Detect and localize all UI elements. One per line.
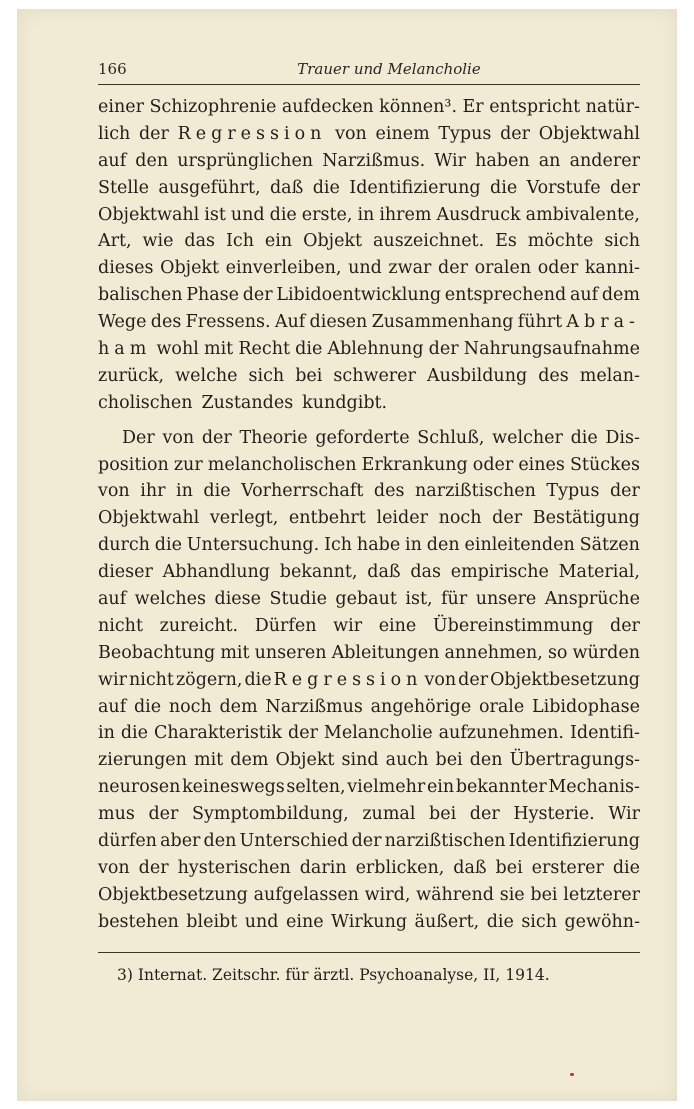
word: ein bbox=[264, 231, 293, 252]
word: dieses bbox=[98, 258, 154, 279]
word: entsprechend bbox=[444, 285, 567, 306]
word: sich bbox=[521, 911, 557, 932]
word: entbehrt bbox=[288, 508, 366, 529]
word: erste, bbox=[301, 204, 353, 225]
word: anderer bbox=[569, 150, 640, 171]
word: des bbox=[150, 312, 182, 333]
word: Ich bbox=[324, 535, 353, 556]
word: der bbox=[148, 804, 179, 825]
word: Ausbildung bbox=[426, 365, 528, 386]
word: sich bbox=[604, 231, 640, 252]
word: balischen bbox=[98, 285, 183, 306]
word: auch bbox=[385, 750, 429, 771]
header-rule bbox=[98, 84, 640, 85]
word: leider bbox=[376, 508, 428, 529]
word: des bbox=[538, 365, 569, 386]
word: nicht bbox=[128, 669, 174, 690]
word: aufgelassen bbox=[253, 884, 359, 905]
word: bei bbox=[495, 857, 523, 878]
word: welche bbox=[175, 365, 238, 386]
word: letzterer bbox=[563, 884, 640, 905]
text-line bbox=[98, 336, 640, 363]
word: noch bbox=[168, 696, 212, 717]
word: bekannt, bbox=[279, 562, 358, 583]
word: würden bbox=[572, 642, 640, 663]
text-line bbox=[98, 390, 640, 417]
word: Stückes bbox=[569, 454, 640, 475]
word: der bbox=[201, 427, 232, 448]
word: bleibt bbox=[186, 911, 238, 932]
word: während bbox=[416, 884, 494, 905]
word: diesen bbox=[309, 312, 368, 333]
word: Schizophrenie bbox=[149, 97, 277, 117]
word: bekannter bbox=[455, 777, 547, 798]
word: Regression bbox=[177, 123, 327, 144]
word: bei bbox=[295, 365, 323, 386]
word: bei bbox=[435, 750, 463, 771]
text-line bbox=[98, 613, 640, 640]
word: Identifi- bbox=[569, 723, 640, 744]
word: Wir bbox=[608, 804, 640, 825]
word: die bbox=[570, 427, 598, 448]
word: der bbox=[458, 669, 489, 690]
word: dem bbox=[601, 285, 640, 306]
word: neurosen bbox=[98, 777, 181, 798]
word: aber bbox=[160, 831, 201, 852]
word: erblicken, bbox=[355, 857, 445, 878]
word: sie bbox=[499, 884, 525, 905]
word: den bbox=[203, 831, 237, 852]
word: Er bbox=[462, 97, 484, 117]
word: wir bbox=[333, 615, 363, 636]
word: gewöhn- bbox=[564, 911, 640, 932]
word: Charakteristik bbox=[153, 723, 283, 744]
word: wie bbox=[142, 231, 174, 252]
word: Erkrankung bbox=[361, 454, 468, 475]
word: cholischen bbox=[98, 392, 193, 413]
running-header bbox=[98, 52, 640, 80]
word: einverleiben, bbox=[225, 258, 342, 279]
word: Dürfen bbox=[254, 615, 317, 636]
word: bei bbox=[429, 804, 457, 825]
text-line bbox=[98, 228, 640, 255]
word: der bbox=[610, 615, 640, 636]
word: aufzunehmen. bbox=[438, 723, 564, 744]
word: der bbox=[500, 123, 530, 144]
footnote: 3) Internat. Zeitschr. für ärztl. Psychoanalyse, II, 1914. bbox=[117, 966, 550, 984]
word: Regression bbox=[273, 669, 423, 690]
word: Art, bbox=[98, 231, 132, 252]
word: diese bbox=[214, 589, 261, 610]
word: zureicht. bbox=[159, 615, 239, 636]
word: auf bbox=[98, 150, 127, 171]
word: und bbox=[348, 258, 382, 279]
word: mus bbox=[98, 804, 135, 825]
word: der bbox=[428, 339, 459, 360]
footnote-rule bbox=[98, 952, 640, 953]
word: der bbox=[138, 123, 169, 144]
word: dürfen bbox=[98, 831, 157, 852]
word: von bbox=[424, 669, 457, 690]
word: mit bbox=[193, 750, 224, 771]
word: Narzißmus. bbox=[322, 150, 426, 171]
word: eine bbox=[285, 911, 324, 932]
word: dem bbox=[219, 696, 258, 717]
word: Melancholie bbox=[323, 723, 433, 744]
text-line bbox=[98, 121, 640, 148]
word: Vorherrschaft bbox=[241, 481, 364, 502]
word: Der bbox=[122, 427, 155, 448]
text-line bbox=[98, 640, 640, 667]
word: Objektwahl bbox=[98, 508, 200, 529]
word: Recht bbox=[238, 339, 290, 360]
word: schwerer bbox=[333, 365, 416, 386]
word: so bbox=[547, 642, 568, 663]
word: gebaut bbox=[335, 589, 397, 610]
word: Übertragungs- bbox=[509, 750, 640, 771]
word: Phase bbox=[186, 285, 240, 306]
word: Narzißmus bbox=[265, 696, 363, 717]
word: lich bbox=[98, 123, 131, 144]
word: Objekt bbox=[303, 231, 363, 252]
text-line bbox=[98, 909, 640, 936]
word: Objektwahl bbox=[98, 204, 200, 225]
word: für bbox=[441, 589, 468, 610]
word: wird, bbox=[364, 884, 411, 905]
ink-speck bbox=[570, 1073, 574, 1076]
word: Mechanis- bbox=[548, 777, 640, 798]
word: in bbox=[176, 481, 193, 502]
word: sind bbox=[341, 750, 379, 771]
word: Sätzen bbox=[579, 535, 640, 556]
word: und bbox=[230, 204, 265, 225]
word: vielmehr bbox=[347, 777, 426, 798]
word: mit bbox=[220, 642, 250, 663]
word: bei bbox=[530, 884, 558, 905]
word: in bbox=[357, 204, 375, 225]
word: des bbox=[373, 481, 405, 502]
word: zögern, bbox=[175, 669, 243, 690]
word: selten, bbox=[286, 777, 346, 798]
word: annehmen, bbox=[444, 642, 543, 663]
word: geforderte bbox=[315, 427, 410, 448]
word: Dis- bbox=[605, 427, 640, 448]
text-line bbox=[98, 667, 640, 694]
word: Objekt bbox=[160, 258, 220, 279]
word: auf bbox=[98, 589, 127, 610]
word: der bbox=[609, 481, 640, 502]
text-line bbox=[98, 559, 640, 586]
word: durch bbox=[98, 535, 150, 556]
word: Zustandes bbox=[201, 392, 294, 413]
word: Stelle bbox=[98, 177, 149, 198]
word: zumal bbox=[362, 804, 416, 825]
word: Schluß, bbox=[417, 427, 485, 448]
word: Bestätigung bbox=[532, 508, 640, 529]
word: Symptombildung, bbox=[191, 804, 349, 825]
word: eine bbox=[378, 615, 417, 636]
word: kanni- bbox=[584, 258, 640, 279]
word: auszeichnet. bbox=[373, 231, 485, 252]
word: wohl bbox=[156, 339, 199, 360]
word: zwar bbox=[388, 258, 432, 279]
word: einem bbox=[375, 123, 430, 144]
word: führt bbox=[517, 312, 563, 333]
word: ham bbox=[98, 339, 152, 360]
word: Übereinstimmung bbox=[432, 615, 594, 636]
word: verlegt, bbox=[209, 508, 279, 529]
word: Studie bbox=[269, 589, 327, 610]
word: entspricht bbox=[489, 97, 581, 117]
word: Objekt bbox=[275, 750, 335, 771]
word: eines bbox=[518, 454, 565, 475]
word: die bbox=[490, 177, 518, 198]
text-line bbox=[98, 801, 640, 828]
word: die bbox=[295, 339, 323, 360]
word: ihr bbox=[140, 481, 166, 502]
word: die bbox=[154, 535, 182, 556]
word: auf bbox=[98, 696, 127, 717]
word: unsere bbox=[475, 589, 537, 610]
text-line bbox=[98, 505, 640, 532]
word: Libidophase bbox=[532, 696, 640, 717]
word: daß bbox=[453, 857, 487, 878]
word: Ansprüche bbox=[544, 589, 640, 610]
word: Identifizierung bbox=[349, 177, 481, 198]
word: ursprünglichen bbox=[177, 150, 314, 171]
word: oralen bbox=[474, 258, 532, 279]
word: Vorstufe bbox=[526, 177, 601, 198]
text-line bbox=[98, 774, 640, 801]
word: Beobachtung bbox=[98, 642, 216, 663]
word: das bbox=[410, 562, 441, 583]
text-line bbox=[98, 855, 640, 882]
word: aufdecken bbox=[281, 97, 374, 117]
word: die bbox=[312, 177, 340, 198]
word: die bbox=[244, 669, 272, 690]
word: ist, bbox=[405, 589, 433, 610]
paragraph-gap bbox=[98, 417, 640, 425]
word: der bbox=[351, 831, 382, 852]
word: dieser bbox=[98, 562, 153, 583]
word: nicht bbox=[98, 615, 143, 636]
word: können³. bbox=[379, 97, 458, 117]
page-number: 166 bbox=[98, 60, 127, 78]
word: ersterer bbox=[531, 857, 604, 878]
word: position bbox=[98, 454, 169, 475]
word: Wir bbox=[434, 150, 466, 171]
word: oder bbox=[472, 454, 514, 475]
word: die bbox=[486, 911, 514, 932]
word: unseren bbox=[254, 642, 327, 663]
word: Nahrungsaufnahme bbox=[463, 339, 640, 360]
word: wir bbox=[98, 669, 127, 690]
word: angehörige bbox=[370, 696, 472, 717]
word: dem bbox=[230, 750, 269, 771]
word: zur bbox=[173, 454, 203, 475]
word: den bbox=[469, 750, 503, 771]
word: melancholischen bbox=[207, 454, 357, 475]
word: narzißtischen bbox=[384, 831, 506, 852]
text-line bbox=[98, 478, 640, 505]
word: der bbox=[492, 508, 523, 529]
text-line bbox=[98, 452, 640, 479]
word: das bbox=[184, 231, 216, 252]
word: der bbox=[242, 285, 273, 306]
word: und bbox=[244, 911, 279, 932]
word: welcher bbox=[492, 427, 563, 448]
body-text bbox=[98, 94, 640, 936]
word: der bbox=[138, 857, 169, 878]
word: die bbox=[133, 696, 162, 717]
word: äußert, bbox=[414, 911, 480, 932]
word: die bbox=[120, 723, 148, 744]
text-line bbox=[98, 882, 640, 909]
word: sich bbox=[248, 365, 285, 386]
word: oder bbox=[537, 258, 579, 279]
word: ihrem bbox=[379, 204, 432, 225]
text-line bbox=[98, 586, 640, 613]
word: Typus bbox=[546, 481, 600, 502]
word: zurück, bbox=[98, 365, 165, 386]
word: Zusammenhang bbox=[371, 312, 514, 333]
word: in bbox=[98, 723, 115, 744]
word: Hysterie. bbox=[513, 804, 595, 825]
word: Es bbox=[495, 231, 517, 252]
word: den bbox=[426, 535, 460, 556]
word: Auf bbox=[274, 312, 306, 333]
word: narzißtischen bbox=[415, 481, 536, 502]
word: kundgibt. bbox=[302, 392, 388, 413]
text-line bbox=[98, 694, 640, 721]
word: Theorie bbox=[239, 427, 308, 448]
word: Objektbesetzung bbox=[98, 884, 248, 905]
word: der bbox=[610, 177, 640, 198]
text-line bbox=[98, 94, 640, 121]
word: Identifizierung bbox=[508, 831, 640, 852]
word: welches bbox=[134, 589, 207, 610]
word: haben bbox=[475, 150, 530, 171]
word: hysterischen bbox=[177, 857, 291, 878]
word: melan- bbox=[579, 365, 640, 386]
word: Ich bbox=[225, 231, 254, 252]
word: Ableitungen bbox=[331, 642, 440, 663]
word: empirische bbox=[450, 562, 549, 583]
word: mit bbox=[203, 339, 234, 360]
word: an bbox=[538, 150, 561, 171]
word: Libidoentwicklung bbox=[276, 285, 442, 306]
word: möchte bbox=[527, 231, 594, 252]
text-line bbox=[98, 282, 640, 309]
word: der bbox=[288, 723, 318, 744]
word: Abhandlung bbox=[162, 562, 270, 583]
word: ist bbox=[204, 204, 226, 225]
word: Objektbesetzung bbox=[490, 669, 640, 690]
text-line bbox=[98, 175, 640, 202]
word: die bbox=[612, 857, 640, 878]
running-title: Trauer und Melancholie bbox=[297, 60, 481, 78]
word: auf bbox=[569, 285, 599, 306]
text-line bbox=[98, 720, 640, 747]
word: zierungen bbox=[98, 750, 187, 771]
word: in bbox=[405, 535, 422, 556]
text-line bbox=[98, 255, 640, 282]
word: den bbox=[135, 150, 169, 171]
word: der bbox=[438, 258, 468, 279]
word: Ablehnung bbox=[327, 339, 424, 360]
word: darin bbox=[299, 857, 347, 878]
word: von bbox=[98, 481, 130, 502]
word: Material, bbox=[558, 562, 640, 583]
word: daß bbox=[367, 562, 401, 583]
text-line bbox=[98, 532, 640, 559]
word: Wege bbox=[98, 312, 147, 333]
word: daß bbox=[269, 177, 304, 198]
word: der bbox=[469, 804, 500, 825]
text-line bbox=[98, 202, 640, 229]
word: Typus bbox=[438, 123, 492, 144]
word: ambivalente, bbox=[525, 204, 640, 225]
text-line bbox=[98, 309, 640, 336]
text-line bbox=[98, 148, 640, 175]
word: die bbox=[269, 204, 297, 225]
word: Unterschied bbox=[239, 831, 349, 852]
word: ausgeführt, bbox=[158, 177, 261, 198]
word: Ausdruck bbox=[436, 204, 521, 225]
word: ein bbox=[426, 777, 455, 798]
word: bestehen bbox=[98, 911, 179, 932]
word: Abra- bbox=[566, 312, 640, 333]
word: von bbox=[162, 427, 195, 448]
word: die bbox=[203, 481, 231, 502]
word: von bbox=[98, 857, 130, 878]
text-line bbox=[98, 747, 640, 774]
word: Wirkung bbox=[331, 911, 408, 932]
word: Untersuchung. bbox=[186, 535, 320, 556]
word: orale bbox=[478, 696, 525, 717]
text-line bbox=[98, 425, 640, 452]
word: Objektwahl bbox=[538, 123, 640, 144]
word: noch bbox=[438, 508, 482, 529]
word: einleitenden bbox=[464, 535, 575, 556]
word: keineswegs bbox=[182, 777, 285, 798]
text-line bbox=[98, 363, 640, 390]
word: von bbox=[335, 123, 367, 144]
word: natür- bbox=[585, 97, 640, 117]
text-line bbox=[98, 828, 640, 855]
word: einer bbox=[98, 97, 144, 117]
word: habe bbox=[356, 535, 401, 556]
word: Fressens. bbox=[185, 312, 271, 333]
